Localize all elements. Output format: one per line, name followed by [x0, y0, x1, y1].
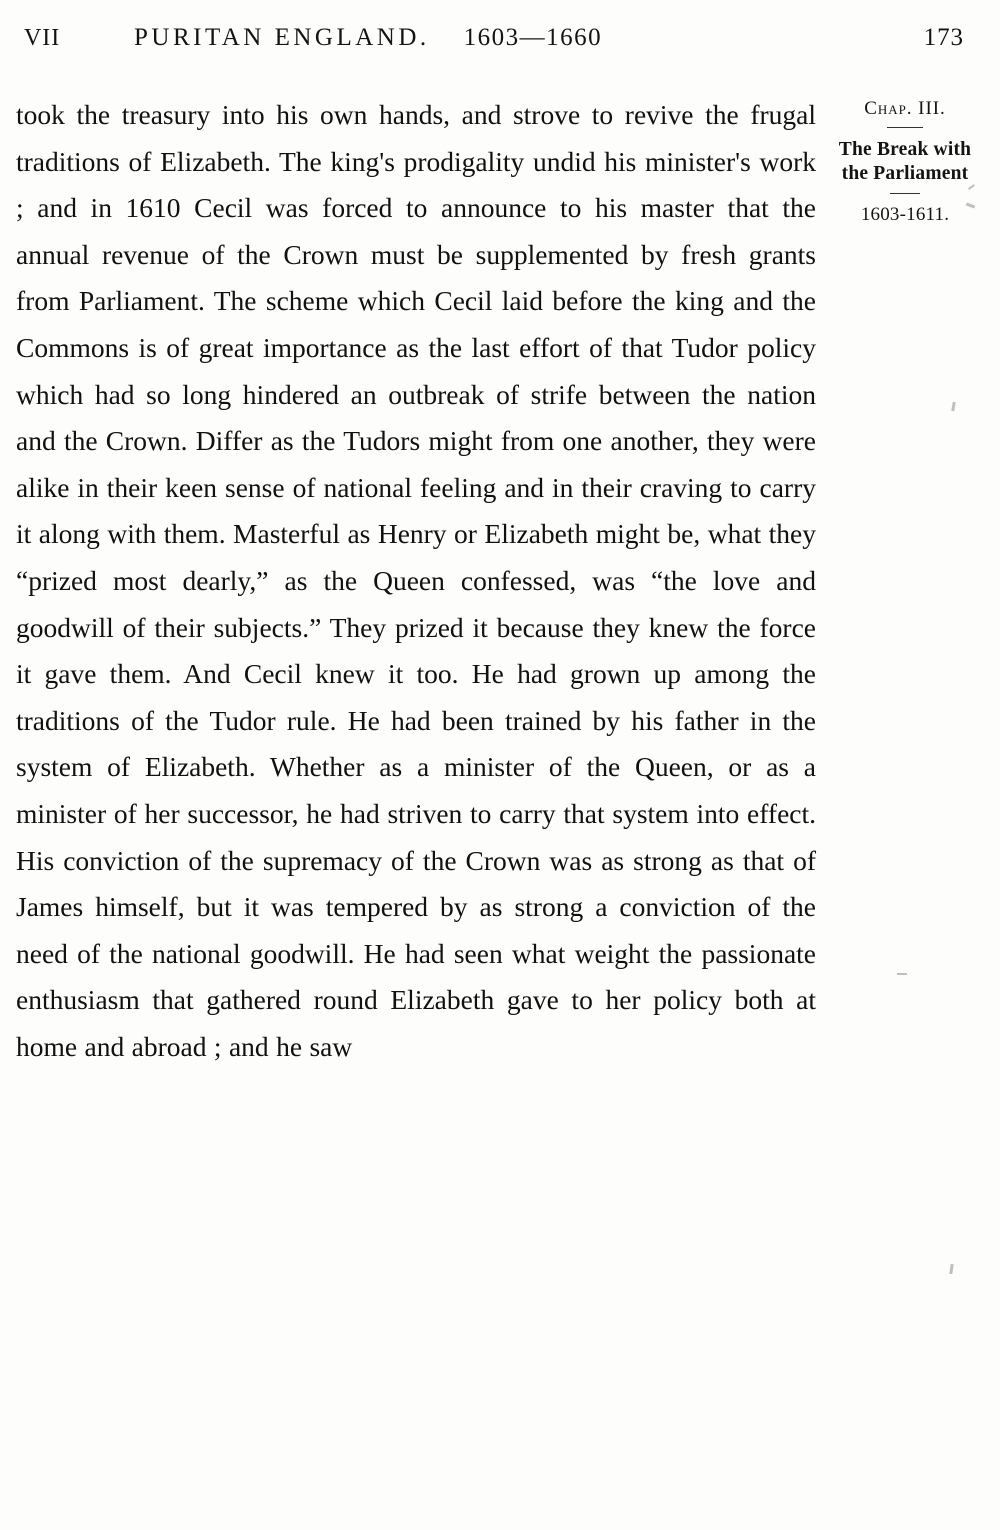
margin-note-dates: 1603-1611. [860, 204, 950, 225]
scan-speck-icon [949, 1264, 953, 1274]
margin-note-chapter-label: Chap. III. [864, 98, 946, 119]
running-head-title [134, 24, 874, 52]
running-head [18, 24, 982, 60]
running-head-title-text: PURITAN ENGLAND. [134, 24, 430, 51]
running-head-years: 1603—1660 [463, 24, 603, 51]
body-text-column [16, 92, 816, 1070]
body-paragraph: took the treasury into his own hands, and strove to revive the frugal traditions of Elizabeth. The king's prodigality undid his minister's work ; and in 1610 Cecil was forced to announce to his master that the annual revenue of the Crown must be supplemented by fresh grants from Parliament. The scheme which Cecil laid before the king and the Commons is of great importance as the last effort of that Tudor policy which had so long hindered an outbreak of strife between the nation and the Crown. Differ as the Tudors might from one another, they were alike in their keen sense of national feeling and in their craving to carry it along with them. Masterful as Henry or Elizabeth might be, what they “prized most dearly,” as the Queen confessed, was “the love and goodwill of their subjects.” They prized it because they knew the force it gave them. And Cecil knew it too. He had grown up among the traditions of the Tudor rule. He had been trained by his father in the system of Elizabeth. Whether as a minister of the Queen, or as a minister of her successor, he had striven to carry that system into effect. His conviction of the supremacy of the Crown was as strong as that of James himself, but it was tempered by as strong a conviction of the need of the national goodwill. He had seen what weight the passionate enthusiasm that gathered round Elizabeth gave to her policy both at home and abroad ; and he saw [16, 99, 816, 1062]
margin-rule-bottom [890, 193, 920, 194]
margin-rule-top [887, 127, 923, 128]
scan-speck-icon [951, 402, 956, 411]
margin-note-title: The Break with the Parliament [838, 139, 972, 184]
running-head-chapter-numeral: VII [24, 25, 61, 51]
page-number: 173 [923, 24, 964, 51]
margin-note-column [830, 98, 980, 226]
scan-speck-icon [897, 973, 907, 975]
